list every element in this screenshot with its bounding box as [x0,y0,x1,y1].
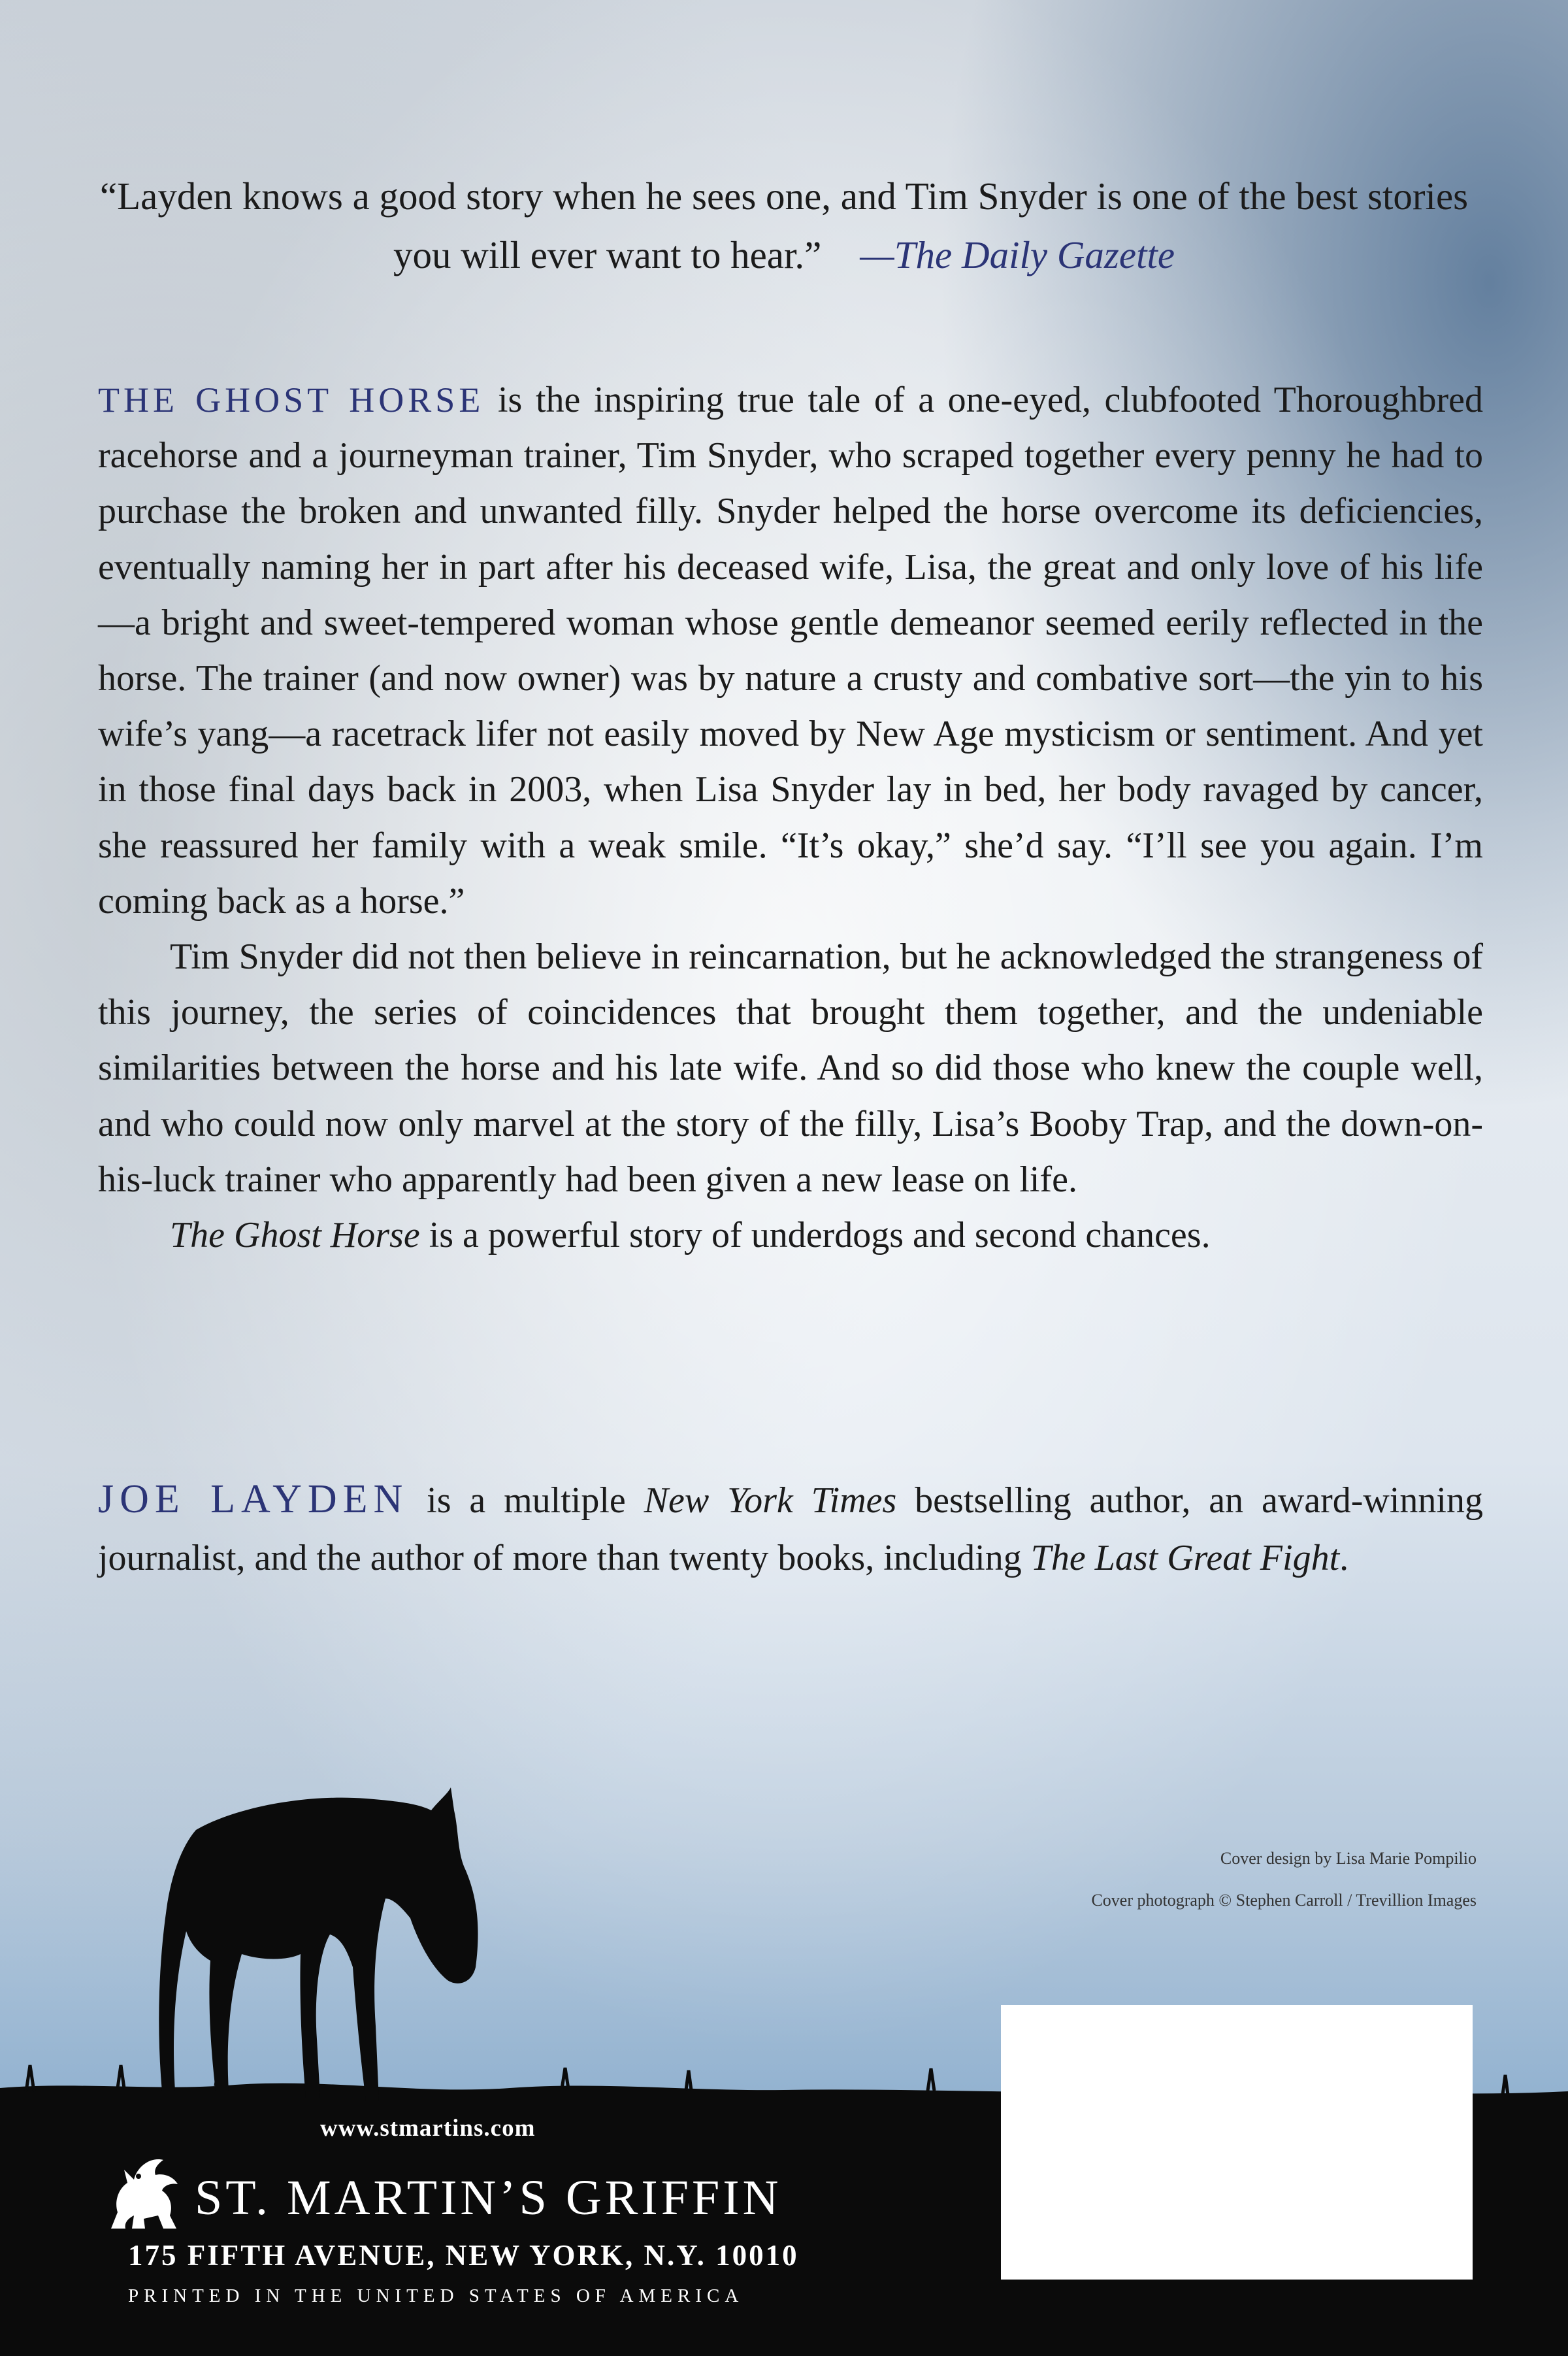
blurb-quote: “Layden knows a good story when he sees one, and Tim Snyder is one of the best stories you will ever want to hear.” [99,174,1469,276]
publisher-imprint: ST. MARTIN’S GRIFFIN [195,2170,782,2225]
book-description [98,373,1483,1263]
book-title-italic: The Ghost Horse [170,1215,420,1256]
printed-in-note: PRINTED IN THE UNITED STATES OF AMERICA [128,2285,744,2306]
author-bio: JOE LAYDEN is a multiple New York Times bestselling author, an award-winning journalist, and the author of more than twenty books, including The Last Great Fight. [98,1477,1483,1578]
publisher-address: 175 FIFTH AVENUE, NEW YORK, N.Y. 10010 [128,2239,799,2272]
cover-credits [1091,1838,1477,1921]
book-title-caps: THE GHOST HORSE [98,380,485,420]
photo-credit: Cover photograph © Stephen Carroll / Trevillion Images [1091,1891,1477,1910]
review-blurb [98,167,1470,284]
other-book-title: The Last Great Fight [1030,1538,1340,1578]
description-paragraph-3: The Ghost Horse is a powerful story of underdogs and second chances. [170,1215,1211,1256]
design-credit: Cover design by Lisa Marie Pompilio [1220,1849,1477,1868]
description-paragraph-2: Tim Snyder did not then believe in reincarnation, but he acknowledged the strangeness of this journey, the series of coincidences that brought them together, and the undeniable similarities between the horse and his late wife. And so did those who knew the couple well, and who could now only marvel at the story of the filly, Lisa’s Booby Trap, and the down-on-his-luck trainer who apparently had been given a new lease on life. [98,937,1483,1200]
author-name: JOE LAYDEN [98,1477,409,1521]
publisher-url: www.stmartins.com [320,2115,536,2142]
description-paragraph-1: THE GHOST HORSE is the inspiring true tale of a one-eyed, clubfooted Thoroughbred racehorse and a journeyman trainer, Tim Snyder, who scraped together every penny he had to purchase the broken and unwanted filly. Snyder helped the horse overcome its deficiencies, eventually naming her in part after his deceased wife, Lisa, the great and only love of his life—a bright and sweet-tempered woman whose gentle demeanor seemed eerily reflected in the horse. The trainer (and now owner) was by nature a crusty and combative sort—the yin to his wife’s yang—a racetrack lifer not easily moved by New Age mysticism or sentiment. And yet in those final days back in 2003, when Lisa Snyder lay in bed, her body ravaged by cancer, she reassured her family with a weak smile. “It’s okay,” she’d say. “I’ll see you again. I’m coming back as a horse.” [98,380,1483,921]
blurb-source: —The Daily Gazette [860,233,1175,276]
griffin-icon [98,2150,189,2235]
barcode-box [1001,2005,1473,2280]
